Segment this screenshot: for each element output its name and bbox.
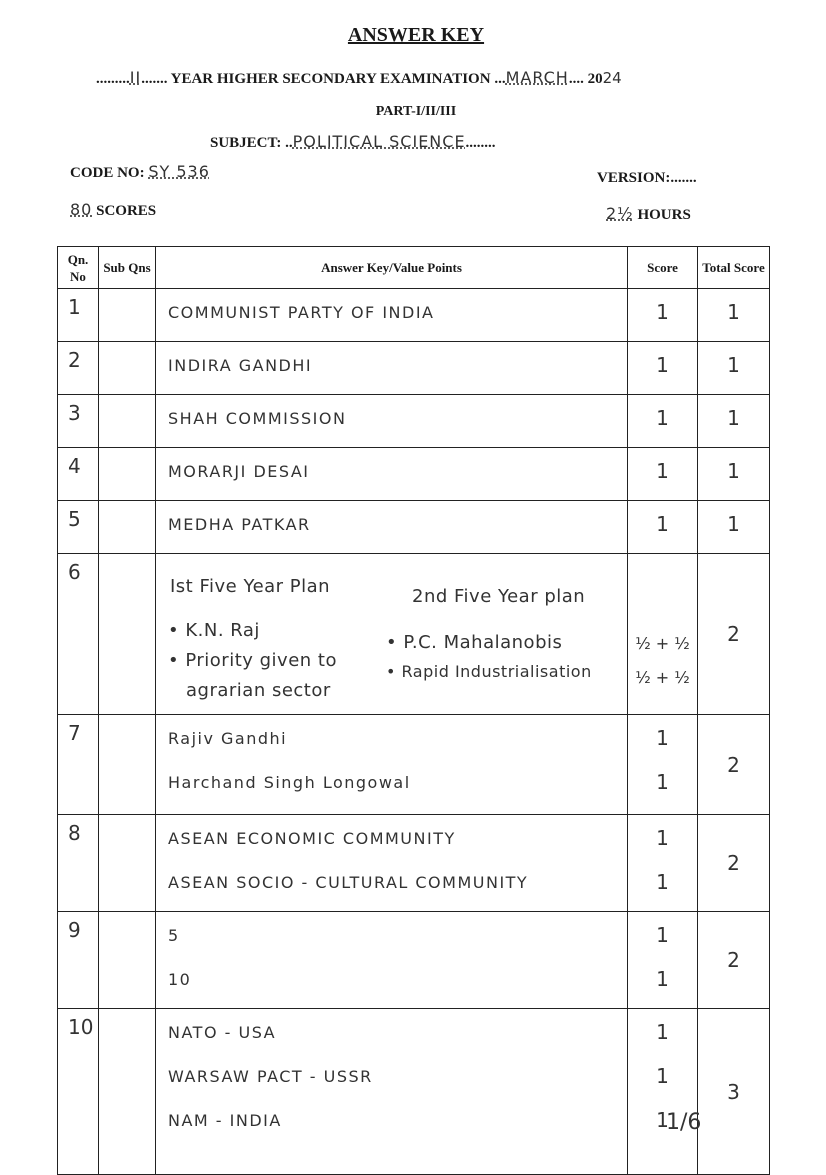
year-suffix: 24 [602, 69, 622, 87]
score-value: ½ + ½ [635, 668, 690, 687]
version-label: VERSION:....... [597, 170, 697, 186]
exam-label: YEAR HIGHER SECONDARY EXAMINATION [170, 71, 491, 87]
answer-line: ASEAN SOCIO - CULTURAL COMMUNITY [168, 873, 529, 892]
plan2-point: • P.C. Mahalanobis [386, 632, 563, 653]
hours-value: 2½ [606, 204, 634, 223]
code-line [70, 162, 210, 182]
answer-cell [156, 912, 628, 1009]
code-label: CODE NO: [70, 165, 145, 181]
score-cell [628, 342, 698, 395]
table-row [58, 554, 770, 715]
score-cell [628, 715, 698, 815]
sub-question-cell [99, 448, 156, 501]
answer-line: INDIRA GANDHI [168, 356, 313, 375]
score-value: 1 [656, 826, 669, 850]
table-row [58, 342, 770, 395]
table-row [58, 501, 770, 554]
table-row [58, 715, 770, 815]
header-qno: Qn. No [58, 247, 99, 289]
plan1-point: • K.N. Raj [168, 620, 260, 641]
total-score-cell: 2 [698, 715, 770, 815]
question-number: 5 [58, 501, 99, 554]
year-prefix: 20 [587, 71, 603, 87]
header-sub: Sub Qns [99, 247, 156, 289]
score-value: 1 [656, 1108, 669, 1132]
total-score-cell: 2 [698, 554, 770, 715]
sub-question-cell [99, 912, 156, 1009]
answer-cell [156, 1009, 628, 1175]
answer-line: Harchand Singh Longowal [168, 773, 411, 792]
score-cell [628, 554, 698, 715]
total-score-cell: 2 [698, 912, 770, 1009]
answer-cell [156, 342, 628, 395]
page-number: 1/6 [666, 1110, 702, 1135]
sub-question-cell [99, 715, 156, 815]
plan-comparison [168, 554, 627, 714]
score-value: 1 [656, 353, 669, 377]
table-row [58, 1009, 770, 1175]
table-row [58, 448, 770, 501]
scores-line [70, 200, 156, 220]
total-score-cell: 1 [698, 342, 770, 395]
question-number: 6 [58, 554, 99, 715]
score-cell [628, 289, 698, 342]
plan1-point: • Priority given to [168, 650, 337, 671]
table-row [58, 912, 770, 1009]
score-cell [628, 1009, 698, 1175]
sub-question-cell [99, 342, 156, 395]
sub-question-cell [99, 289, 156, 342]
plan1-heading: Ist Five Year Plan [170, 576, 331, 597]
answer-line: 10 [168, 970, 192, 989]
answer-line: NAM - INDIA [168, 1111, 282, 1130]
table-header-row [58, 247, 770, 289]
score-value: 1 [656, 459, 669, 483]
header-score: Score [628, 247, 698, 289]
score-value: 1 [656, 406, 669, 430]
score-value: 1 [656, 1064, 669, 1088]
answer-cell [156, 448, 628, 501]
answer-cell [156, 554, 628, 715]
page-title: ANSWER KEY [347, 24, 485, 46]
answer-line: 5 [168, 926, 180, 945]
sub-question-cell [99, 554, 156, 715]
total-score-cell: 1 [698, 289, 770, 342]
question-number: 4 [58, 448, 99, 501]
total-score-cell: 2 [698, 815, 770, 912]
table-row [58, 815, 770, 912]
answer-line: COMMUNIST PARTY OF INDIA [168, 303, 435, 322]
score-cell [628, 912, 698, 1009]
question-number: 8 [58, 815, 99, 912]
score-value: 1 [656, 300, 669, 324]
subject-label: SUBJECT: [210, 135, 282, 151]
table-row [58, 395, 770, 448]
answer-line: MEDHA PATKAR [168, 515, 311, 534]
score-cell [628, 501, 698, 554]
plan1-point: agrarian sector [186, 680, 331, 701]
exam-line: .........II....... YEAR HIGHER SECONDARY EXAMINATION ...MARCH.... 2024 [96, 68, 622, 87]
score-value: 1 [656, 770, 669, 794]
header-answer: Answer Key/Value Points [156, 247, 628, 289]
answer-cell [156, 395, 628, 448]
sub-question-cell [99, 815, 156, 912]
part-line: PART-I/II/III [375, 104, 457, 119]
scores-label: SCORES [96, 203, 157, 219]
answer-key-table [57, 246, 770, 1175]
answer-line: NATO - USA [168, 1023, 277, 1042]
total-score-cell: 3 [698, 1009, 770, 1175]
answer-cell [156, 815, 628, 912]
header-total: Total Score [698, 247, 770, 289]
code-value: SY 536 [148, 162, 210, 181]
question-number: 2 [58, 342, 99, 395]
score-value: 1 [656, 923, 669, 947]
total-score-cell: 1 [698, 395, 770, 448]
score-value: 1 [656, 1020, 669, 1044]
answer-line: Rajiv Gandhi [168, 729, 288, 748]
score-value: 1 [656, 870, 669, 894]
plan2-heading: 2nd Five Year plan [412, 586, 586, 607]
score-cell [628, 448, 698, 501]
answer-cell [156, 715, 628, 815]
question-number: 7 [58, 715, 99, 815]
total-score-cell: 1 [698, 448, 770, 501]
score-value: 1 [656, 967, 669, 991]
answer-cell [156, 289, 628, 342]
answer-line: WARSAW PACT - USSR [168, 1067, 373, 1086]
question-number: 9 [58, 912, 99, 1009]
hours-label: HOURS [637, 207, 691, 223]
subject-value: POLITICAL SCIENCE [292, 132, 466, 151]
sub-question-cell [99, 395, 156, 448]
question-number: 10 [58, 1009, 99, 1175]
score-cell [628, 815, 698, 912]
question-number: 1 [58, 289, 99, 342]
score-value: ½ + ½ [635, 634, 690, 653]
question-number: 3 [58, 395, 99, 448]
table-row [58, 289, 770, 342]
year-value: II [129, 68, 142, 87]
score-cell [628, 395, 698, 448]
plan2-point: • Rapid Industrialisation [386, 662, 592, 681]
score-value: 1 [656, 726, 669, 750]
answer-line: SHAH COMMISSION [168, 409, 347, 428]
scores-value: 80 [70, 200, 93, 219]
answer-cell [156, 501, 628, 554]
month-value: MARCH [505, 68, 569, 87]
sub-question-cell [99, 501, 156, 554]
answer-line: MORARJI DESAI [168, 462, 310, 481]
subject-line: SUBJECT: ..POLITICAL SCIENCE........ [210, 132, 496, 151]
sub-question-cell [99, 1009, 156, 1175]
score-value: 1 [656, 512, 669, 536]
hours-line [606, 204, 691, 224]
answer-line: ASEAN ECONOMIC COMMUNITY [168, 829, 456, 848]
total-score-cell: 1 [698, 501, 770, 554]
